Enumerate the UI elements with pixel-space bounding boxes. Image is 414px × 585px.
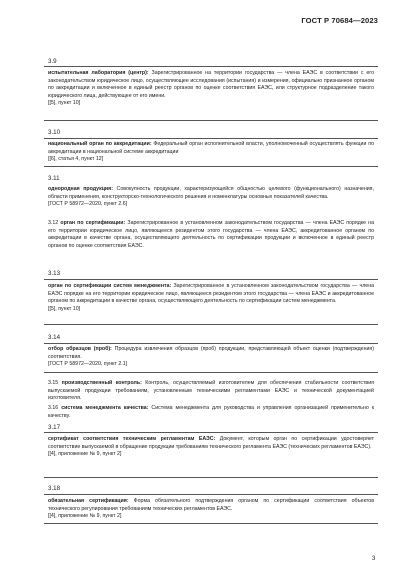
page-number: 3 <box>372 556 376 562</box>
term-definition: Процедура извлечения образцов (проб) продукции, представляющей объект оценки (подтверждения) соответствия. <box>48 346 374 360</box>
entry-number: 3.12 <box>48 220 59 226</box>
term-definition: Зарегистрированное на территории государства — члена ЕАЭС в соответствии с его законодательством юридическое лицо, осуществляющее исследования (испытания) и измерения, официально признанное органом по аккредитации и включенное в единый реестр органов по оценке соответствия ЕАЭС, или структурное подразделение такого юридического лица, действующее от его имени. <box>48 70 374 99</box>
entry-number: 3.9 <box>48 58 57 65</box>
term-title: орган по сертификации систем менеджмента: <box>48 283 172 289</box>
term-title: производственный контроль: <box>61 380 142 386</box>
term-reference: [ГОСТ Р 58972—2020, пункт 2.1] <box>48 361 128 367</box>
term-definition: Федеральный орган исполнительной власти, уполномоченный осуществлять функции по аккредитации в национальной системе аккредитации <box>48 141 374 155</box>
entry-number: 3.18 <box>48 485 61 492</box>
term-definition: Форма обязательного подтверждения органом по сертификации соответствия объектов технического регулирования требованиям технических регламентов ЕАЭС. <box>48 498 374 512</box>
term-reference: [ГОСТ Р 58972—2020, пункт 2.6] <box>48 201 128 207</box>
term-reference: [[5], пункт 10] <box>48 100 81 106</box>
term-entry <box>48 220 374 250</box>
term-entry <box>48 141 374 164</box>
term-title: испытательная лаборатория (центр): <box>48 70 149 76</box>
term-title: обязательная сертификация: <box>48 498 129 504</box>
term-title: национальный орган по аккредитации: <box>48 141 152 147</box>
term-entry <box>48 346 374 369</box>
document-header: ГОСТ Р 70684—2023 <box>301 16 378 25</box>
term-entry <box>48 283 374 313</box>
term-entry <box>48 436 374 459</box>
term-reference: [[4], приложение № 9, пункт 2] <box>48 451 122 457</box>
entry-number: 3.15 <box>48 380 59 386</box>
entry-number: 3.17 <box>48 424 61 431</box>
term-definition: Зарегистрированное в установленном законодательством государства — члена ЕАЭС порядке на его территории юридическое лицо, являющееся резидентом этого государства — члена ЕАЭС и аккредитованное органом по аккредитации в качестве органа, осуществляющего деятельность по сертификации систем менеджмента. <box>48 283 375 304</box>
term-reference: [[4], приложение № 9, пункт 2] <box>48 513 122 519</box>
term-entry <box>48 70 374 108</box>
term-definition: Зарегистрированное в установленном законодательством государства — члена ЕАЭС порядке на его территории юридическое лицо, являющееся резидентом этого государства — члена ЕАЭС, аккредитованное органом по аккредитации в качестве органа, осуществляющего деятельность по сертификации продукции и включенное в единый реестр органов по оценке соответствия ЕАЭС. <box>48 220 374 249</box>
term-definition: Документ, которым орган по сертификации удостоверяет соответствие выпускаемой в обращение продукции требованиям технического регламента ЕАЭС (технических регламентов ЕАЭС). <box>48 436 374 450</box>
term-entry <box>48 186 374 209</box>
term-reference: [[5], пункт 10] <box>48 305 81 312</box>
entry-number: 3.16 <box>48 405 59 411</box>
term-title: система менеджмента качества: <box>61 405 149 411</box>
term-definition: Система менеджмента для руководства и управления организацией применительно к качеству. <box>48 405 375 419</box>
term-definition: Контроль, осуществляемый изготовителем для обеспечения стабильности соответствия выпускаемой продукции требованиям, установленным техническими регламентами ЕАЭС и технической документацией изготовителя. <box>48 380 374 401</box>
term-title: отбор образцов (проб): <box>48 346 112 352</box>
entry-number: 3.14 <box>48 334 61 341</box>
entry-number: 3.11 <box>48 175 60 182</box>
term-title: однородная продукция: <box>48 186 113 192</box>
term-title: сертификат соответствия техническим регламентам ЕАЭС: <box>48 436 216 442</box>
term-definition: Совокупность продукции, характеризующейся общностью целевого (функционального) назначения, области применения, конструкторско-технологического решения и номенклатуры основных показателей качества. <box>48 186 374 200</box>
term-reference: [[6], статья 4, пункт 12] <box>48 156 104 162</box>
term-title: орган по сертификации: <box>60 220 126 226</box>
term-entry <box>48 380 374 403</box>
term-entry <box>48 405 374 420</box>
entry-number: 3.13 <box>48 270 61 277</box>
term-entry <box>48 498 374 521</box>
entry-number: 3.10 <box>48 129 61 136</box>
